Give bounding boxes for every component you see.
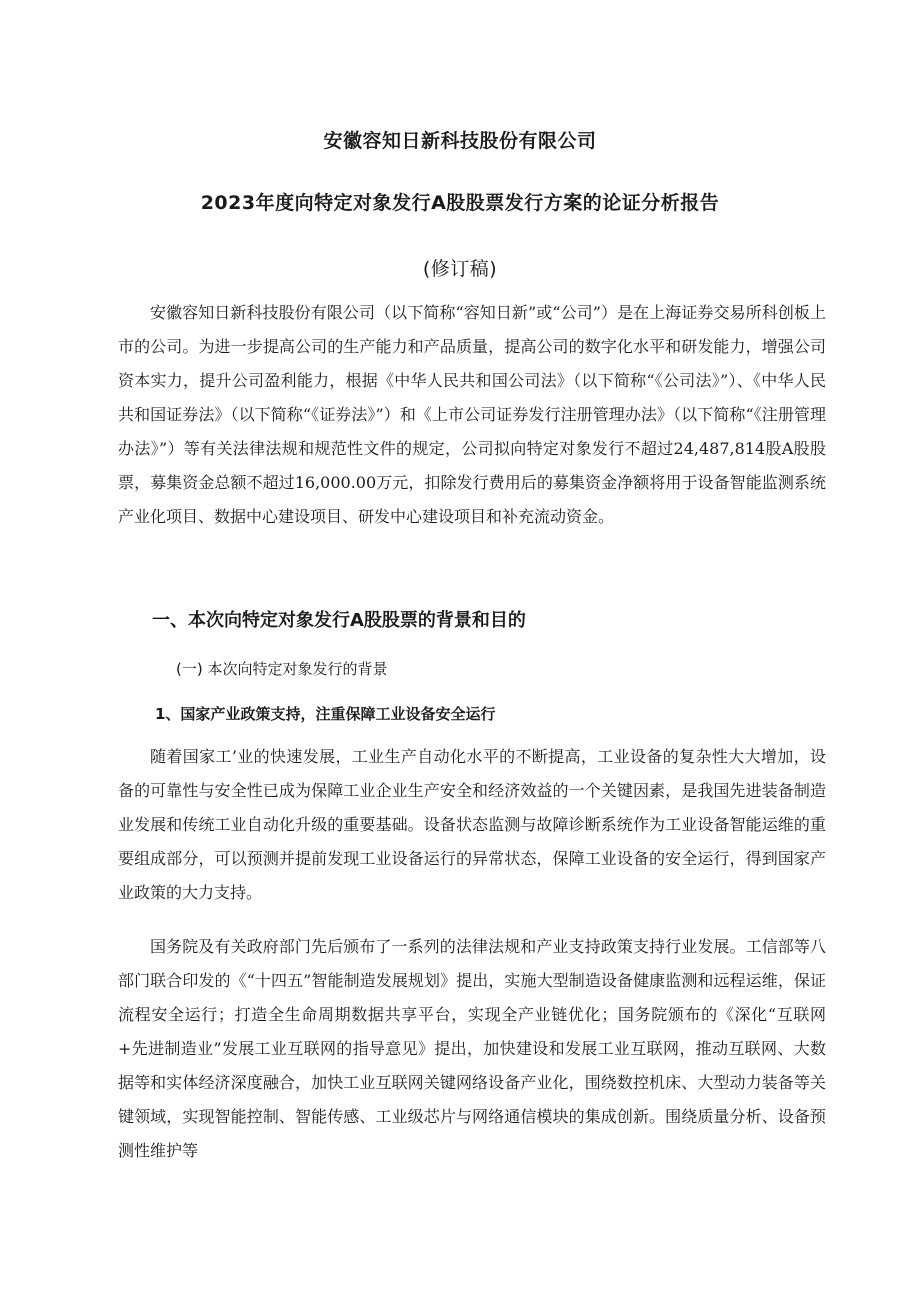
body-paragraph: 国务院及有关政府部门先后颁布了一系列的法律法规和产业支持政策支持行业发展。工信部等八部门联合印发的《“十四五”智能制造发展规划》提出，实施大型制造设备健康监测和远程运维，保证流程安全运行；打造全生命周期数据共享平台，实现全产业链优化；国务院颁布的《深化“互联网+先进制造业”发展工业互联网的指导意见》提出，加快建设和发展工业互联网，推动互联网、大数据等和实体经济深度融合，加快工业互联网关键网络设备产业化，围绕数控机床、大型动力装备等关键领域，实现智能控制、智能传感、工业级芯片与网络通信模块的集成创新。围绕质量分析、设备预测性维护等 (118, 937, 826, 1160)
body-paragraph: 随着国家工’业的快速发展，工业生产自动化水平的不断提高，工业设备的复杂性大大增加，设备的可靠性与安全性已成为保障工业企业生产安全和经济效益的一个关键因素，是我国先进装备制造业发展和传统工业自动化升级的重要基础。设备状态监测与故障诊断系统作为工业设备智能运维的重要组成部分，可以预测并提前发现工业设备运行的异常状态，保障工业设备的安全运行，得到国家产业政策的大力支持。 (118, 747, 826, 902)
section-heading: 一、本次向特定对象发行A股股票的背景和目的 (152, 610, 526, 631)
company-title: 安徽容知日新科技股份有限公司 (323, 130, 597, 152)
subsection-heading: (一) 本次向特定对象发行的背景 (176, 660, 388, 678)
intro-paragraph: 安徽容知日新科技股份有限公司（以下简称“容知日新”或“公司”）是在上海证券交易所科创板上市的公司。为进一步提高公司的生产能力和产品质量，提高公司的数字化水平和研发能力，增强公司资本实力，提升公司盈利能力，根据《中华人民共和国公司法》（以下简称“《公司法》”）、《中华人民共和国证券法》（以下简称“《证券法》”）和《上市公司证券发行注册管理办法》（以下简称“《注册管理办法》”）等有关法律法规和规范性文件的规定，公司拟向特定对象发行不超过24,487,814股A股股票，募集资金总额不超过16,000.00万元，扣除发行费用后的募集资金净额将用于设备智能监测系统产业化项目、数据中心建设项目、研发中心建设项目和补充流动资金。 (118, 303, 826, 526)
item-heading: 1、国家产业政策支持，注重保障工业设备安全运行 (155, 705, 496, 723)
revision-note: (修订稿) (422, 258, 498, 280)
report-title: 2023年度向特定对象发行A股股票发行方案的论证分析报告 (200, 192, 720, 214)
